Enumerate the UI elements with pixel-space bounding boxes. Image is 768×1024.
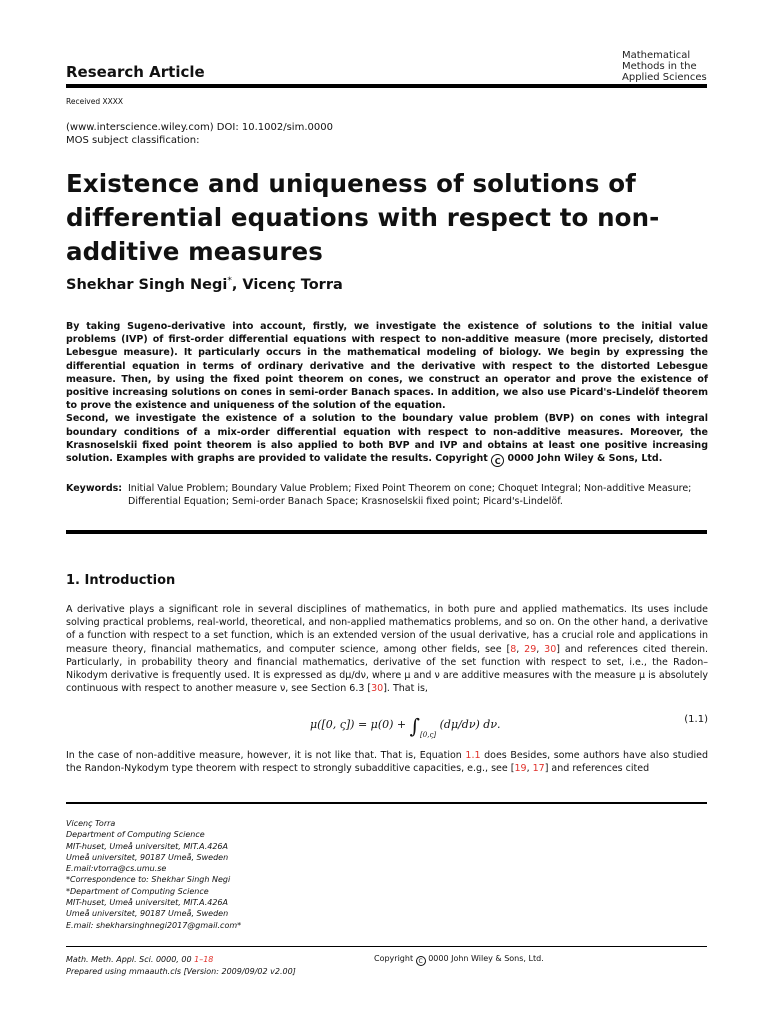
affiliation-line: MIT-huset, Umeå universitet, MIT.A.426A [66,841,228,851]
citation-link[interactable]: 8 [510,643,517,655]
abstract [66,320,708,467]
citation-link[interactable]: 17 [532,763,545,775]
copyright-icon: C [416,956,426,966]
equation-body [310,714,501,739]
doi-line: (www.interscience.wiley.com) DOI: 10.1002/sim.0000 [66,122,333,133]
equation [66,714,708,739]
body-text: A derivative plays a significant role in several disciplines of mathematics, in both pure and applied mathematics. Its uses include solving practical problems, real-world, theoretical, and non-applied mathematics problems, and so on. On the other hand, a derivative of a function with respect to a set function, which is an extended version of the usual derivative, has a crucial role and applications in measure theory, financial mathematics, and computer science, among other fields, see [ [66,604,708,655]
affiliation-line: *Correspondence to: Shekhar Singh Negi [66,875,231,885]
author-name: Vicenç Torra [242,276,343,293]
abstract-rule [66,530,707,534]
body-text: In the case of non-additive measure, however, it is not like that. That is, Equation [66,750,466,761]
journal-name [622,50,752,83]
body-text: does Besides, some authors have also studied the Randon-Nykodym type theorem with respect to strongly subadditive capacities, e.g., see [ [66,750,708,775]
header-rule [66,84,707,88]
affiliation-line: Umeå universitet, 90187 Umeå, Sweden [66,852,229,862]
citation-text: Math. Meth. Appl. Sci. 0000, 00 [66,955,195,964]
journal-name-line: Applied Sciences [622,72,707,83]
author-name: Shekhar Singh Negi [66,276,228,293]
correspondence-mark: * [227,276,232,286]
abstract-text: 0000 John Wiley & Sons, Ltd. [507,453,663,465]
abstract-text: Second, we investigate the existence of a solution to the boundary value problem (BVP) on cones with integral boundary conditions of a mix-order differential equation with respect to non-additive measures. Moreover, the Krasnoselskii fixed point theorem is also applied to both BVP and IVP and obtains at least one positive increasing solution. Examples with graphs are provided to validate the results. Copyright [66,413,708,465]
affiliation-line: Vicenç Torra [66,819,116,828]
doi-block [66,121,333,147]
article-type: Research Article [66,63,205,81]
citation-link[interactable]: 30 [371,683,384,695]
affiliation-line: Umeå universitet, 90187 Umeå, Sweden [66,909,229,919]
body-paragraph [66,603,708,695]
copyright-text: 0000 John Wiley & Sons, Ltd. [428,954,544,963]
author-list [66,276,343,293]
equation-lhs: μ([0, ς]) = μ(0) + [310,718,410,731]
mos-classification: MOS subject classification: [66,135,200,146]
citation-link[interactable]: 19 [514,763,527,775]
keywords-label: Keywords: [66,483,123,494]
paper-title: Existence and uniqueness of solutions of differential equations with respect to non-additive measures [66,169,660,266]
citation-line [66,954,296,966]
body-text: ] and references cited [544,763,650,775]
affiliation-line: *Department of Computing Science [66,886,209,896]
abstract-paragraph [66,412,708,467]
footer-rule [66,946,707,947]
body-text: , [526,763,533,775]
body-paragraph [66,749,708,775]
affiliation-line: Department of Computing Science [66,830,205,840]
body-text: ]. That is, [383,683,428,695]
journal-name-line: Methods in the [622,61,697,72]
affiliations [66,818,466,931]
affiliation-line: E.mail: shekharsinghnegi2017@gmail.com* [66,920,242,930]
received-date: Received XXXX [66,97,124,106]
copyright-icon: C [491,454,504,467]
citation-link[interactable]: 29 [524,643,537,655]
affiliation-line: E.mail:vtorra@cs.umu.se [66,864,167,874]
page-range-link[interactable]: 1–18 [194,955,214,964]
equation-number: (1.1) [684,714,708,725]
integral-domain: [0,ς] [420,731,437,739]
keywords-text: Initial Value Problem; Boundary Value Problem; Fixed Point Theorem on cone; Choquet Integral; Non-additive Measure; Differential Equation; Semi-order Banach Space; Krasnoselskii fixed point; Picard's-Lindelöf. [128,483,692,508]
footer-copyright [374,954,544,966]
prepared-using: Prepared using mmaauth.cls [Version: 2009/09/02 v2.00] [66,967,296,976]
author-separator: , [231,276,243,293]
copyright-text: Copyright [374,954,414,963]
footnote-rule [66,802,707,804]
integral-symbol: ∫ [409,714,421,738]
body-text: , [536,643,545,655]
equation-rhs: (dμ/dν) dν. [436,718,501,731]
affiliation-line: MIT-huset, Umeå universitet, MIT.A.426A [66,898,228,908]
body-text: , [516,643,525,655]
abstract-paragraph: By taking Sugeno-derivative into account, firstly, we investigate the existence of solutions to the initial value problems (IVP) of first-order differential equations with respect to non-additive measure (more precisely, distorted Lebesgue measure). It particularly occurs in the mathematical modeling of biology. We begin by expressing the differential equation in terms of ordinary derivative and the derivative with respect to the distorted Lebesgue measure. Then, by using the fixed point theorem on cones, we construct an operator and prove the existence of positive increasing solutions on cones in semi-order Banach spaces. In addition, we also use Picard's-Lindelöf theorem to prove the existence and uniqueness of the solution of the equation. [66,321,708,412]
equation-link[interactable]: 1.1 [465,750,481,761]
citation-link[interactable]: 30 [544,643,557,655]
journal-name-line: Mathematical [622,50,691,61]
section-heading: 1. Introduction [66,573,176,588]
footer-citation [66,954,296,978]
body-text: ] and references cited therein. Particularly, in probability theory and financial mathematics, derivative of the set function with respect to set, i.e., the Radon–Nikodym derivative is frequently used. It is expressed as dμ/dν, where μ and ν are additive measures with the measure μ is absolutely continuous with respect to another measure ν, see Section 6.3 [ [66,643,708,695]
